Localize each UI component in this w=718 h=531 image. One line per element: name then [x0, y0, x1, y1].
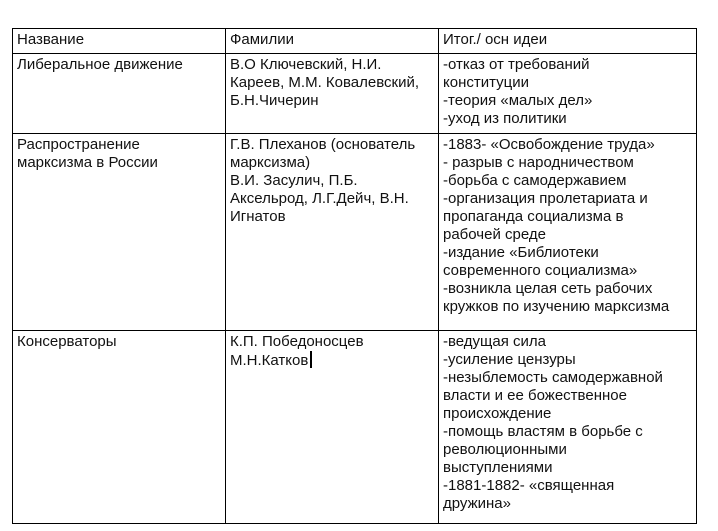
cell-people[interactable]	[226, 54, 439, 134]
cell-text-line: рабочей среде	[443, 226, 546, 243]
cell-text-line: Г.В. Плеханов (основатель	[230, 136, 416, 153]
cell-text-line: Б.Н.Чичерин	[230, 92, 319, 109]
cell-text-line: происхождение	[443, 405, 552, 422]
cell-text-line: -теория «малых дел»	[443, 92, 593, 109]
cell-text-line: К.П. Победоносцев	[230, 333, 364, 350]
cell-text-line: -ведущая сила	[443, 333, 547, 350]
cell-people[interactable]	[226, 134, 439, 331]
cell-text-line: марксизма в России	[17, 154, 158, 171]
cell-text-line: -отказ от требований	[443, 56, 590, 73]
table-row	[13, 331, 697, 524]
cell-text-line: В.И. Засулич, П.Б.	[230, 172, 358, 189]
cell-text-line: Распространение	[17, 136, 140, 153]
text-cursor	[310, 351, 312, 368]
cell-text-line: Игнатов	[230, 208, 286, 225]
movements-table	[12, 28, 697, 524]
cell-text: М.Н.Катков	[230, 352, 309, 369]
header-ideas-text: Итог./ осн идеи	[443, 31, 548, 48]
cell-text-line: современного социализма»	[443, 262, 638, 279]
table-row	[13, 54, 697, 134]
cell-text-line: власти и ее божественное	[443, 387, 627, 404]
cell-text-line: Аксельрод, Л.Г.Дейч, В.Н.	[230, 190, 409, 207]
header-cell-ideas[interactable]	[439, 29, 697, 54]
header-name-text: Название	[17, 31, 85, 48]
table-row	[13, 134, 697, 331]
cell-text-line: -борьба с самодержавием	[443, 172, 627, 189]
cell-text-line: кружков по изучению марксизма	[443, 298, 670, 315]
cell-text-line: -уход из политики	[443, 110, 567, 127]
cell-ideas[interactable]	[439, 134, 697, 331]
cell-text-line: конституции	[443, 74, 529, 91]
header-row	[13, 29, 697, 54]
cell-text-line: выступлениями	[443, 459, 553, 476]
cell-text-line: Консерваторы	[17, 333, 117, 350]
cell-text-line: дружина»	[443, 495, 511, 512]
cell-text-line: В.О Ключевский, Н.И.	[230, 56, 382, 73]
header-cell-name[interactable]	[13, 29, 226, 54]
cell-ideas[interactable]	[439, 331, 697, 524]
cell-text-line: Либеральное движение	[17, 56, 183, 73]
cell-text-line: -усиление цензуры	[443, 351, 576, 368]
cell-ideas[interactable]	[439, 54, 697, 134]
header-people-text: Фамилии	[230, 31, 294, 48]
cell-text-line: Кареев, М.М. Ковалевский,	[230, 74, 420, 91]
cell-name[interactable]	[13, 134, 226, 331]
cell-text-line: -помощь властям в борьбе с	[443, 423, 643, 440]
header-cell-people[interactable]	[226, 29, 439, 54]
cell-text-line: -1883- «Освобождение труда»	[443, 136, 655, 153]
cell-text-line-with-cursor	[230, 351, 434, 370]
cell-name[interactable]	[13, 54, 226, 134]
cell-text-line: - разрыв с народничеством	[443, 154, 634, 171]
cell-people[interactable]	[226, 331, 439, 524]
cell-text-line: -возникла целая сеть рабочих	[443, 280, 653, 297]
cell-name[interactable]	[13, 331, 226, 524]
cell-text-line: -незыблемость самодержавной	[443, 369, 663, 386]
cell-text-line: революционными	[443, 441, 567, 458]
cell-text-line: -1881-1882- «священная	[443, 477, 615, 494]
cell-text-line: пропаганда социализма в	[443, 208, 624, 225]
cell-text-line: -организация пролетариата и	[443, 190, 648, 207]
cell-text-line: марксизма)	[230, 154, 311, 171]
cell-text-line: -издание «Библиотеки	[443, 244, 599, 261]
